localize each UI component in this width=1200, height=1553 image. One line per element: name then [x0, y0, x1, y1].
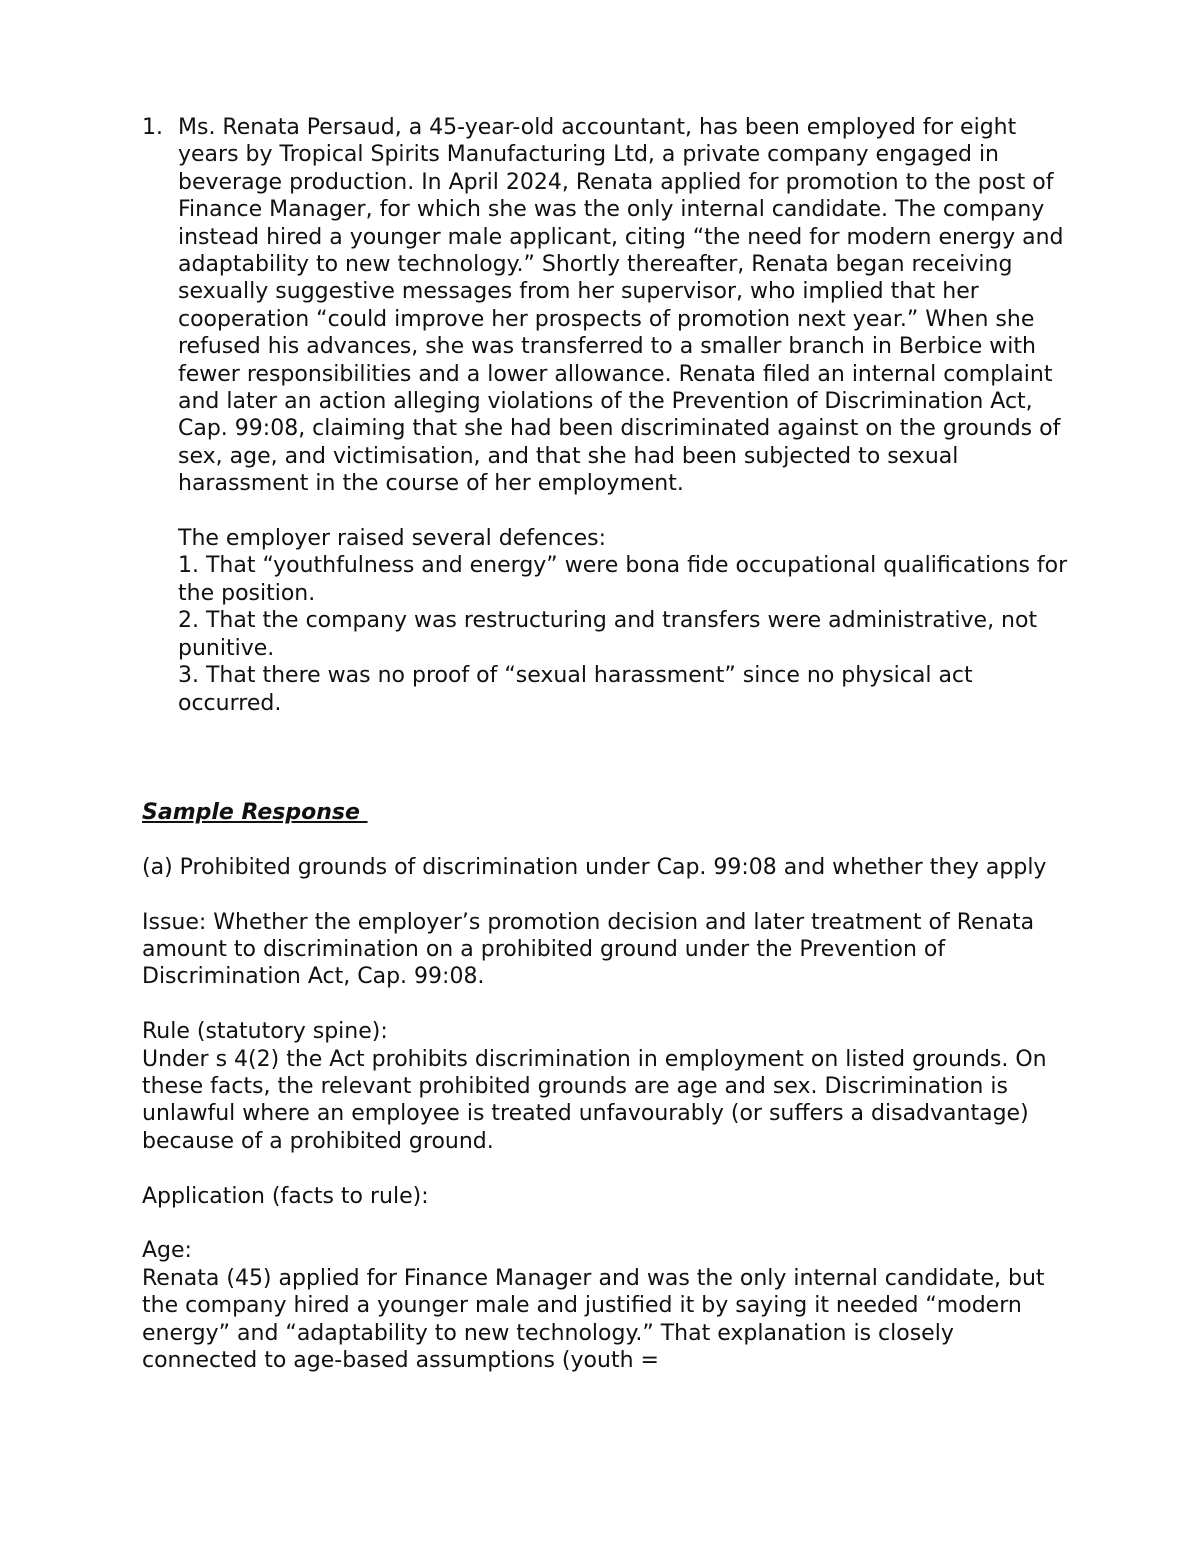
age-paragraph: Renata (45) applied for Finance Manager and was the only internal candidate, but the company hired a younger male and justified it by saying it needed “modern energy” and “adaptability to new technology.” That explanation is closely connected to age-based assumptions (youth = — [142, 1265, 1045, 1374]
rule-paragraph: Under s 4(2) the Act prohibits discrimination in employment on listed grounds. On these facts, the relevant prohibited grounds are age and sex. Discrimination is unlawful where an employee is treated unfavourably (or suffers a disadvantage) because of a prohibited ground. — [142, 1046, 1047, 1154]
rule-label: Rule (statutory spine): — [142, 1019, 388, 1045]
question-body — [178, 114, 1072, 717]
spacer — [142, 1210, 1072, 1237]
application-label: Application (facts to rule): — [142, 1183, 429, 1209]
sample-response-heading: Sample Response — [142, 800, 368, 825]
part-a-title: (a) Prohibited grounds of discrimination under Cap. 99:08 and whether they apply — [142, 854, 1047, 880]
question-number: 1. — [142, 115, 163, 140]
spacer — [142, 991, 1072, 1018]
issue-paragraph: Issue: Whether the employer’s promotion decision and later treatment of Renata amount to discrimination on a prohibited ground under the Prevention of Discrimination Act, Cap. 99:08. — [142, 909, 1035, 990]
question-facts: Ms. Renata Persaud, a 45-year-old accountant, has been employed for eight years by Tropical Spirits Manufacturing Ltd, a private company engaged in beverage production. In April 2024, Renata applied for promotion to the post of Finance Manager, for which she was the only internal candidate. The company instead hired a younger male applicant, citing “the need for modern energy and adaptability to new technology.” Shortly thereafter, Renata began receiving sexually suggestive messages from her supervisor, who implied that her cooperation “could improve her prospects of promotion next year.” When she refused his advances, she was transferred to a smaller branch in Berbice with fewer responsibilities and a lower allowance. Renata filed an internal complaint and later an action alleging violations of the Prevention of Discrimination Act, Cap. 99:08, claiming that she had been discriminated against on the grounds of sex, age, and victimisation, and that she had been subjected to sexual harassment in the course of her employment. — [178, 115, 1064, 497]
defence-item: 3. That there was no proof of “sexual harassment” since no physical act occurred. — [178, 663, 973, 716]
defences-intro: The employer raised several defences: — [178, 526, 607, 552]
spacer — [142, 826, 1072, 853]
age-label: Age: — [142, 1238, 192, 1264]
defence-item: 1. That “youthfulness and energy” were bona fide occupational qualifications for the position. — [178, 553, 1068, 606]
spacer — [142, 1155, 1072, 1182]
defence-item: 2. That the company was restructuring and transfers were administrative, not punitive. — [178, 608, 1038, 661]
spacer — [178, 498, 1072, 525]
response-block — [142, 799, 1072, 1374]
question-block — [142, 114, 1072, 717]
spacer — [142, 881, 1072, 908]
